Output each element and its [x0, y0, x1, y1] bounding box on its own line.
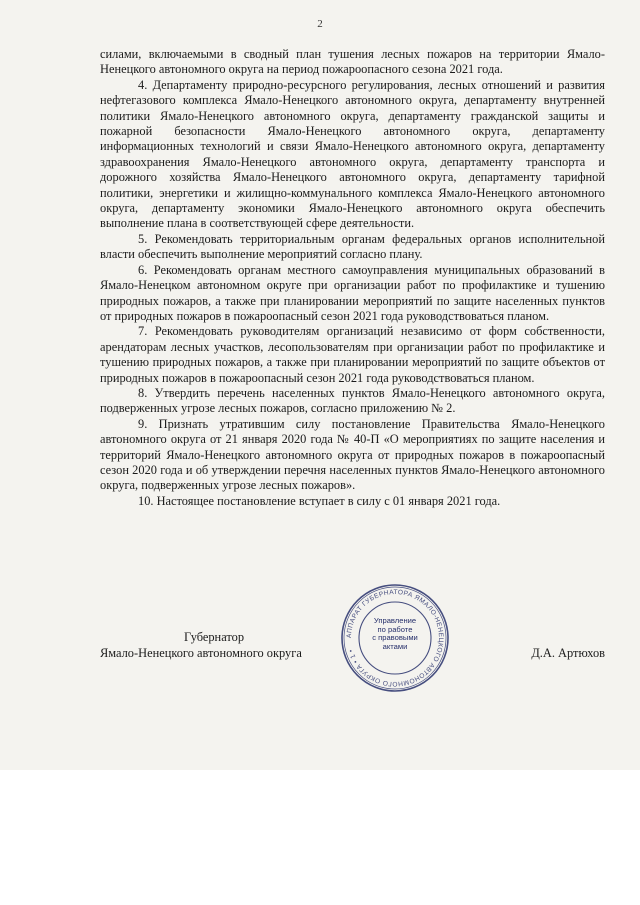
signatory-name: Д.А. Артюхов [531, 646, 605, 660]
signatory-title: Губернатор [184, 630, 245, 644]
paragraph-6: 6. Рекомендовать органам местного самоуправления муниципальных образований в Ямало-Ненецком автономном округе при организации работ по профилактике и тушению природных пожаров, а также при планировании мероприятий по защите населенных пунктов от природных пожаров в пожароопасный сезон 2021 года руководствоваться планом. [100, 262, 605, 323]
paragraph-8: 8. Утвердить перечень населенных пунктов Ямало-Ненецкого автономного округа, подверженных угрозе лесных пожаров, согласно приложению № 2. [100, 385, 605, 416]
signature-block [100, 588, 605, 728]
paragraph-10: 10. Настоящее постановление вступает в силу с 01 января 2021 года. [138, 493, 501, 508]
paragraph-continuation: силами, включаемыми в сводный план тушения лесных пожаров на территории Ямало-Ненецкого автономного округа на период пожароопасного сезона 2021 года. [100, 47, 605, 77]
page-number: 2 [317, 18, 323, 30]
stamp-line: Управление [373, 616, 417, 625]
paragraph-7: 7. Рекомендовать руководителям организаций независимо от форм собственности, арендаторам лесных участков, лесопользователям при организации работ по профилактике и тушению природных пожаров, а также при планировании мероприятий по защите объектов от природных пожаров в пожароопасный сезон 2021 года руководствоваться планом. [100, 324, 605, 385]
paragraph-5: 5. Рекомендовать территориальным органам федеральных органов исполнительной власти обеспечить выполнение мероприятий согласно плану. [100, 231, 605, 262]
stamp-line: актами [382, 641, 408, 651]
stamp-line: с правовыми [372, 633, 418, 643]
paragraph-9: 9. Признать утратившим силу постановление Правительства Ямало-Ненецкого автономного округа от 21 января 2020 года № 40-П «О мероприятиях по защите населения и территорий Ямало-Ненецкого автономного округа от природных пожаров в пожароопасный сезон 2020 года и об утверждении перечня населенных пунктов Ямало-Ненецкого автономного округа, подверженных угрозе лесных пожаров». [100, 416, 605, 493]
paragraph-4: 4. Департаменту природно-ресурсного регулирования, лесных отношений и развития нефтегазового комплекса Ямало-Ненецкого автономного округа, департаменту внутренней политики Ямало-Ненецкого автономного округа, департаменту гражданской защиты и пожарной безопасности Ямало-Ненецкого автономного округа, департаменту информационных технологий и связи Ямало-Ненецкого автономного округа, департаменту здравоохранения Ямало-Ненецкого автономного округа, департаменту транспорта и дорожного хозяйства Ямало-Ненецкого автономного округа, департаменту тарифной политики, энергетики и жилищно-коммунального комплекса Ямало-Ненецкого автономного округа, департаменту экономики Ямало-Ненецкого автономного округа обеспечить выполнение плана в соответствующей сфере деятельности. [100, 77, 605, 231]
stamp-center-text [365, 617, 425, 651]
document-body [100, 47, 605, 509]
official-stamp [340, 583, 450, 693]
stamp-line: по работе [377, 624, 413, 634]
stamp-ring-text: АППАРАТ ГУБЕРНАТОРА ЯМАЛО-НЕНЕЦКОГО АВТОНОМНОГО ОКРУГА • 1 • [345, 588, 445, 688]
signatory-region: Ямало-Ненецкого автономного округа [100, 646, 302, 660]
